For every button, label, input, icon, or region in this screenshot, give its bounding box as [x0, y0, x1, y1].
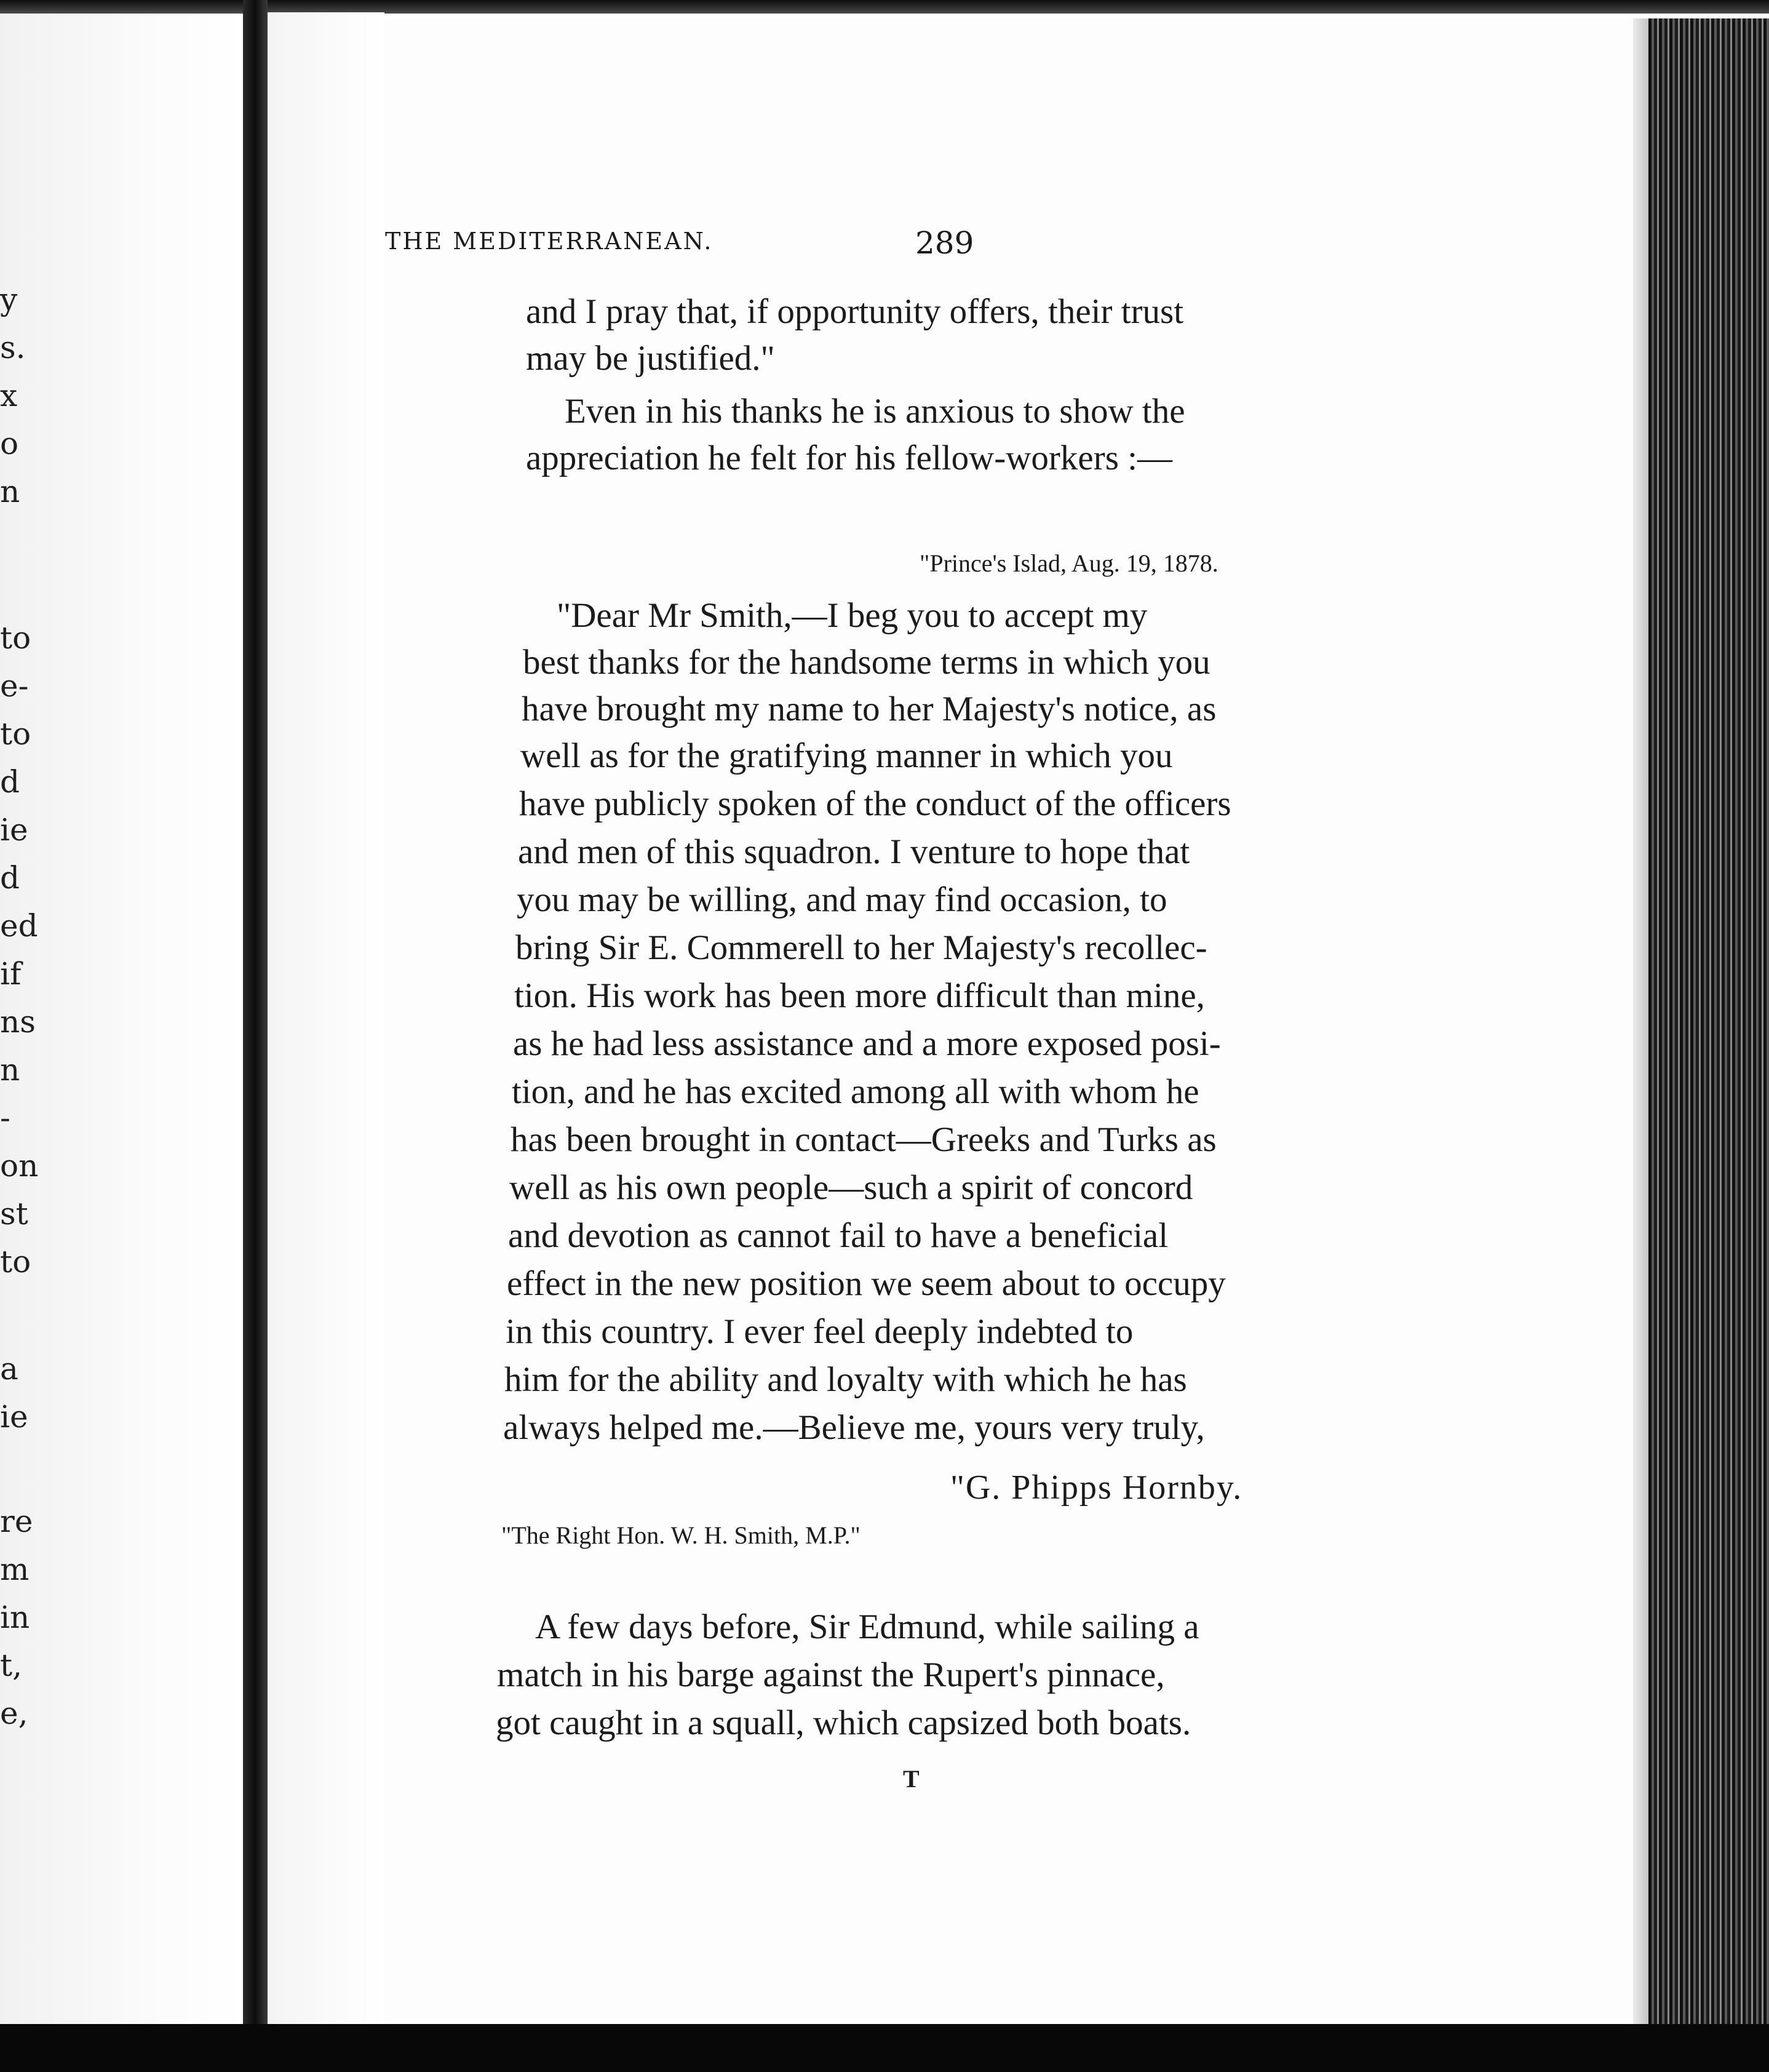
running-head: THE MEDITERRANEAN.: [385, 228, 714, 255]
page-edge-shadow: [1630, 18, 1651, 2036]
letter-line: effect in the new position we seem about to occupy: [507, 1264, 1226, 1303]
letter-line: always helped me.—Believe me, yours very truly,: [503, 1408, 1205, 1447]
letter-line: "Dear Mr Smith,—I beg you to accept my: [557, 596, 1148, 635]
left-page-letter: ie: [0, 1399, 28, 1435]
left-page-letter: re: [0, 1504, 33, 1539]
letter-line: as he had less assistance and a more exposed posi-: [513, 1024, 1221, 1063]
page-number: 289: [915, 225, 974, 261]
left-page-letter: s.: [0, 330, 26, 365]
signature-mark: T: [903, 1765, 920, 1793]
left-page-letter: e,: [0, 1695, 28, 1731]
book-gutter: [268, 12, 384, 2042]
left-page-letter: n: [0, 1052, 20, 1088]
letter-addressee: "The Right Hon. W. H. Smith, M.P.": [501, 1521, 861, 1549]
left-page-letter: if: [0, 956, 22, 992]
letter-line: and men of this squadron. I venture to hope that: [518, 832, 1190, 871]
left-page-letter: y: [0, 282, 18, 317]
book-page-edges: [1648, 18, 1769, 2036]
letter-line: in this country. I ever feel deeply indebted to: [506, 1312, 1134, 1351]
letter-line: has been brought in contact—Greeks and Turks as: [511, 1120, 1217, 1159]
left-page-letter: to: [0, 716, 31, 752]
body-line: appreciation he felt for his fellow-workers :—: [526, 439, 1172, 477]
letter-line: well as for the gratifying manner in which you: [520, 736, 1173, 775]
letter-signature: "G. Phipps Hornby.: [950, 1468, 1243, 1507]
left-page-letter: d: [0, 860, 20, 896]
body-line: A few days before, Sir Edmund, while sailing a: [535, 1608, 1199, 1646]
left-page-fragment: [0, 0, 246, 2030]
left-page-letter: st: [0, 1196, 28, 1232]
left-page-letter: in: [0, 1600, 30, 1635]
book-gutter-shadow: [243, 0, 268, 2072]
letter-line: him for the ability and loyalty with which he has: [504, 1360, 1187, 1399]
left-page-letter: on: [0, 1148, 39, 1184]
body-line: got caught in a squall, which capsized both boats.: [496, 1703, 1191, 1742]
letter-dateline: "Prince's Islad, Aug. 19, 1878.: [920, 549, 1218, 577]
letter-line: tion, and he has excited among all with whom he: [512, 1072, 1199, 1111]
letter-line: bring Sir E. Commerell to her Majesty's recollec-: [515, 928, 1207, 967]
left-page-letter: t,: [0, 1648, 22, 1683]
left-page-letter: m: [0, 1552, 30, 1587]
letter-line: and devotion as cannot fail to have a beneficial: [508, 1216, 1169, 1255]
left-page-letter: to: [0, 620, 31, 656]
body-line: and I pray that, if opportunity offers, their trust: [526, 292, 1184, 331]
left-page-letter: n: [0, 474, 20, 509]
scan-bottom-edge: [0, 2024, 1769, 2072]
letter-line: tion. His work has been more difficult than mine,: [514, 976, 1205, 1015]
left-page-letter: e-: [0, 668, 29, 704]
left-page-letter: ed: [0, 908, 38, 944]
left-page-letter: ie: [0, 812, 28, 848]
left-page-letter: o: [0, 426, 19, 461]
body-line: match in his barge against the Rupert's pinnace,: [497, 1656, 1165, 1694]
left-page-letter: d: [0, 764, 20, 800]
body-line: Even in his thanks he is anxious to show the: [565, 392, 1185, 431]
letter-line: have brought my name to her Majesty's notice, as: [522, 690, 1217, 728]
left-page-letter: to: [0, 1244, 31, 1280]
left-page-letter: ns: [0, 1004, 36, 1040]
letter-line: have publicly spoken of the conduct of the officers: [519, 784, 1231, 823]
left-page-letter: a: [0, 1351, 18, 1387]
letter-line: best thanks for the handsome terms in which you: [523, 643, 1210, 682]
left-page-letter: x: [0, 378, 18, 413]
letter-line: well as his own people—such a spirit of concord: [509, 1168, 1193, 1207]
body-line: may be justified.": [526, 339, 775, 378]
letter-line: you may be willing, and may find occasion, to: [517, 880, 1167, 919]
left-page-letter: -: [0, 1100, 10, 1136]
